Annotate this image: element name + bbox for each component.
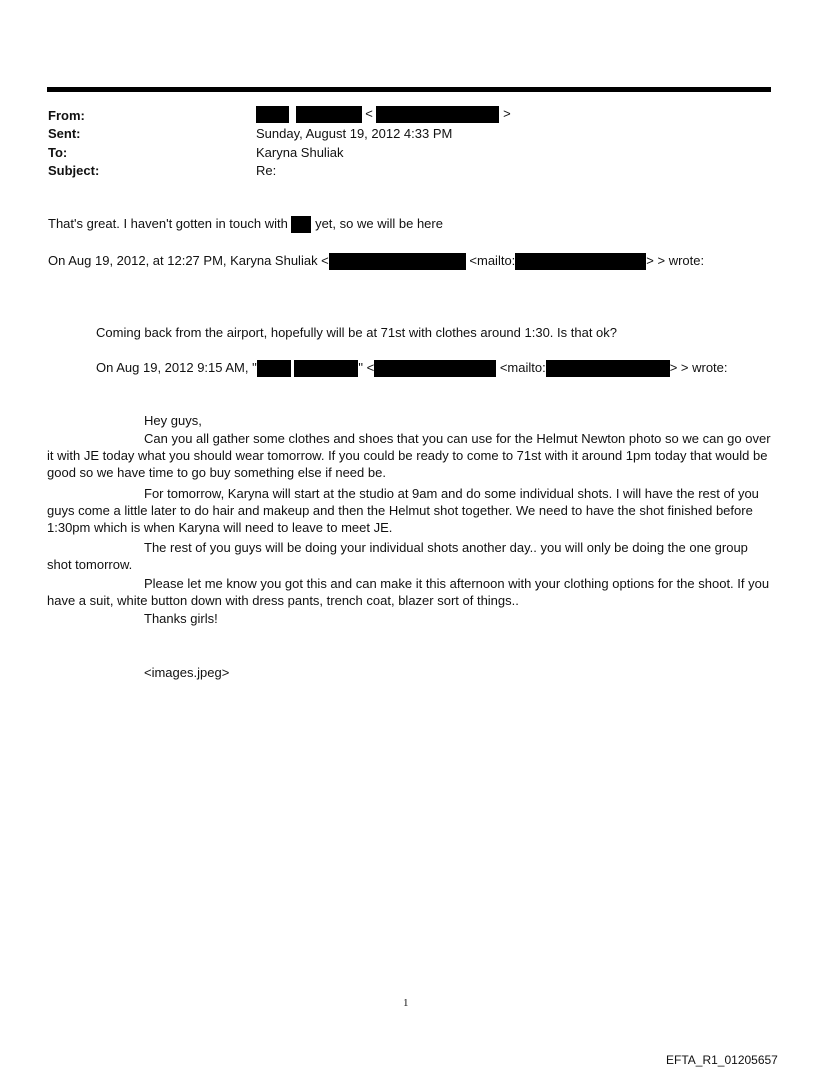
redaction-block bbox=[294, 360, 358, 377]
sent-value: Sunday, August 19, 2012 4:33 PM bbox=[256, 126, 453, 141]
redaction-block bbox=[546, 360, 670, 377]
sent-label: Sent: bbox=[48, 126, 81, 141]
paragraph-1 bbox=[47, 430, 771, 481]
greeting: Hey guys, bbox=[144, 413, 202, 428]
paragraph-4 bbox=[47, 575, 771, 609]
reply-text: That's great. I haven't gotten in touch with bbox=[48, 216, 288, 231]
to-label: To: bbox=[48, 145, 68, 160]
reply-text: yet, so we will be here bbox=[315, 216, 443, 231]
redaction-block bbox=[376, 106, 499, 123]
to-value: Karyna Shuliak bbox=[256, 145, 344, 160]
quote-header-2 bbox=[96, 360, 728, 377]
document-id: EFTA_R1_01205657 bbox=[666, 1053, 778, 1067]
redaction-block bbox=[374, 360, 496, 377]
attachment-link[interactable]: <images.jpeg> bbox=[144, 665, 230, 680]
from-close-bracket: > bbox=[503, 106, 511, 121]
from-label: From: bbox=[48, 108, 85, 123]
quote-text: On Aug 19, 2012, at 12:27 PM, Karyna Shuliak < bbox=[48, 253, 329, 268]
from-open-bracket: < bbox=[365, 106, 373, 121]
paragraph-2 bbox=[47, 485, 771, 536]
nested-message: Coming back from the airport, hopefully will be at 71st with clothes around 1:30. Is that ok? bbox=[96, 325, 617, 340]
redaction-block bbox=[291, 216, 311, 233]
redaction-block bbox=[515, 253, 646, 270]
redaction-block bbox=[256, 106, 289, 123]
redaction-block bbox=[257, 360, 291, 377]
redaction-block bbox=[329, 253, 466, 270]
paragraph-text: Can you all gather some clothes and shoes that you can use for the Helmut Newton photo so we can go over it with JE today what you should wear tomorrow. If you could be ready to come to 71st with it around 1pm today that would be good so we have time to go buy something else if need be. bbox=[47, 431, 771, 480]
subject-value: Re: bbox=[256, 163, 277, 178]
paragraph-text: Please let me know you got this and can make it this afternoon with your clothing options for the shoot. If you have a suit, white button down with dress pants, trench coat, blazer sort of things.. bbox=[47, 576, 770, 608]
page-number: 1 bbox=[403, 997, 409, 1009]
quote-header-1 bbox=[48, 253, 704, 270]
quote-text: > > wrote: bbox=[646, 253, 705, 268]
from-value bbox=[256, 106, 511, 123]
sign-off: Thanks girls! bbox=[144, 611, 218, 626]
paragraph-3 bbox=[47, 539, 771, 573]
reply-line bbox=[48, 216, 443, 233]
header-rule bbox=[47, 87, 771, 92]
quote-text: > > wrote: bbox=[669, 360, 728, 375]
paragraph-text: The rest of you guys will be doing your individual shots another day.. you will only be doing the one group shot tomorrow. bbox=[47, 540, 748, 572]
quote-text: <mailto: bbox=[469, 253, 516, 268]
paragraph-text: For tomorrow, Karyna will start at the studio at 9am and do some individual shots. I will have the rest of you guys come a little later to do hair and makeup and then the Helmut shot together. We need to have the shot finished before 1:30pm which is when Karyna will need to leave to meet JE. bbox=[47, 486, 759, 535]
subject-label: Subject: bbox=[48, 163, 100, 178]
quote-text: " < bbox=[358, 360, 375, 375]
quote-text: <mailto: bbox=[499, 360, 546, 375]
redaction-block bbox=[296, 106, 362, 123]
quote-text: On Aug 19, 2012 9:15 AM, " bbox=[96, 360, 257, 375]
